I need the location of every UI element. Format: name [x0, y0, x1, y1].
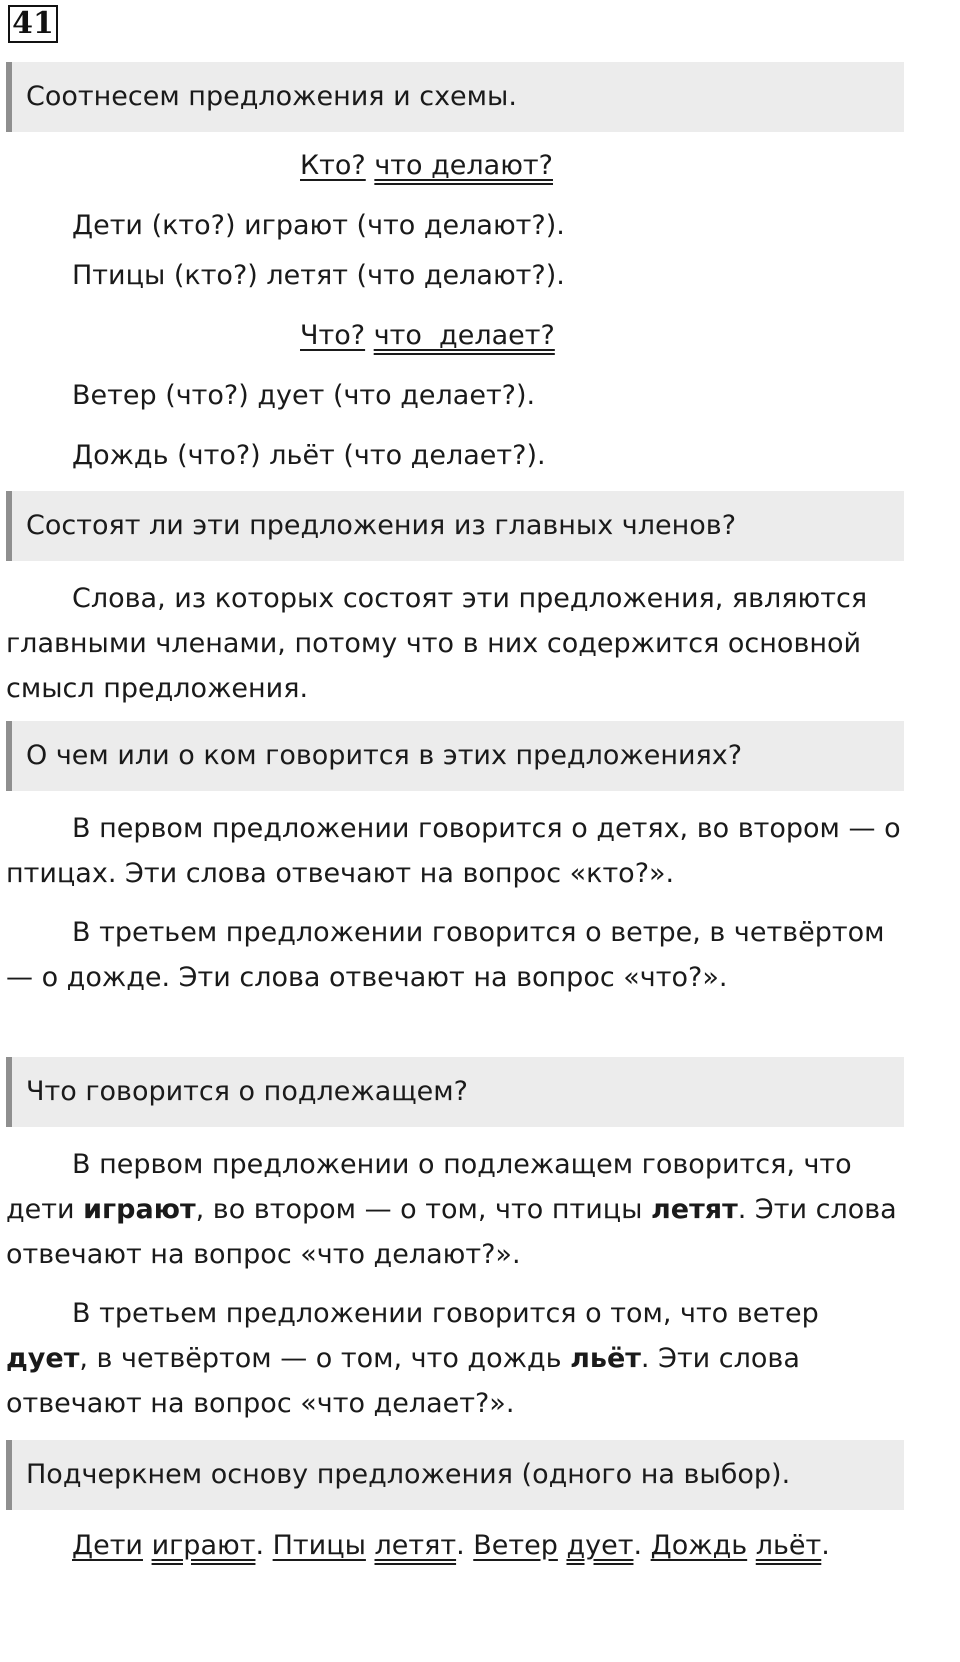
- scheme-2: [300, 320, 555, 352]
- scheme-1: [300, 150, 553, 182]
- final-subject: Дети: [72, 1530, 143, 1561]
- final-predicate: дует: [566, 1530, 634, 1561]
- sentence-4: Дождь (что?) льёт (что делает?).: [72, 440, 546, 471]
- final-predicate: льёт: [755, 1530, 822, 1561]
- section-header-2: Состоят ли эти предложения из главных членов?: [6, 491, 904, 561]
- scheme-2-subject: Что?: [300, 320, 366, 351]
- section-header-3: О чем или о ком говорится в этих предложениях?: [6, 721, 904, 791]
- answer-predicates-2: В третьем предложении говорится о том, что ветер дует, в четвёртом — о том, что дождь льёт. Эти слова отвечают на вопрос «что делает?».: [6, 1298, 819, 1419]
- predicate-word: играют: [83, 1194, 196, 1225]
- final-subject: Дождь: [650, 1530, 748, 1561]
- task-number: 41: [8, 5, 58, 43]
- final-predicate: летят: [374, 1530, 457, 1561]
- answer-subjects-1: В первом предложении говорится о детях, во втором — о птицах. Эти слова отвечают на вопрос «кто?».: [6, 813, 901, 889]
- section-header-4: Что говорится о подлежащем?: [6, 1057, 904, 1127]
- final-subject: Птицы: [272, 1530, 366, 1561]
- sentence-3: Ветер (что?) дует (что делает?).: [72, 380, 536, 411]
- predicate-word: льёт: [570, 1343, 641, 1374]
- scheme-1-predicate: что делают?: [374, 150, 553, 181]
- final-sentences: Дети играют. Птицы летят. Ветер дует. Дождь льёт.: [72, 1530, 830, 1561]
- section-header-5: Подчеркнем основу предложения (одного на выбор).: [6, 1440, 904, 1510]
- final-predicate: играют: [151, 1530, 256, 1561]
- scheme-2-predicate: что делает?: [373, 320, 555, 351]
- predicate-word: летят: [651, 1194, 738, 1225]
- final-subject: Ветер: [473, 1530, 558, 1561]
- sentence-2: Птицы (кто?) летят (что делают?).: [72, 260, 565, 291]
- predicate-word: дует: [6, 1343, 80, 1374]
- answer-main-members: Слова, из которых состоят эти предложения, являются главными членами, потому что в них содержится основной смысл предложения.: [6, 583, 868, 704]
- sentence-1: Дети (кто?) играют (что делают?).: [72, 210, 565, 241]
- answer-subjects-2: В третьем предложении говорится о ветре, в четвёртом — о дожде. Эти слова отвечают на вопрос «что?».: [6, 917, 885, 993]
- answer-predicates-1: В первом предложении о подлежащем говорится, что дети играют, во втором — о том, что птицы летят. Эти слова отвечают на вопрос «что делают?».: [6, 1149, 897, 1270]
- scheme-1-subject: Кто?: [300, 150, 366, 181]
- section-header-1: Соотнесем предложения и схемы.: [6, 62, 904, 132]
